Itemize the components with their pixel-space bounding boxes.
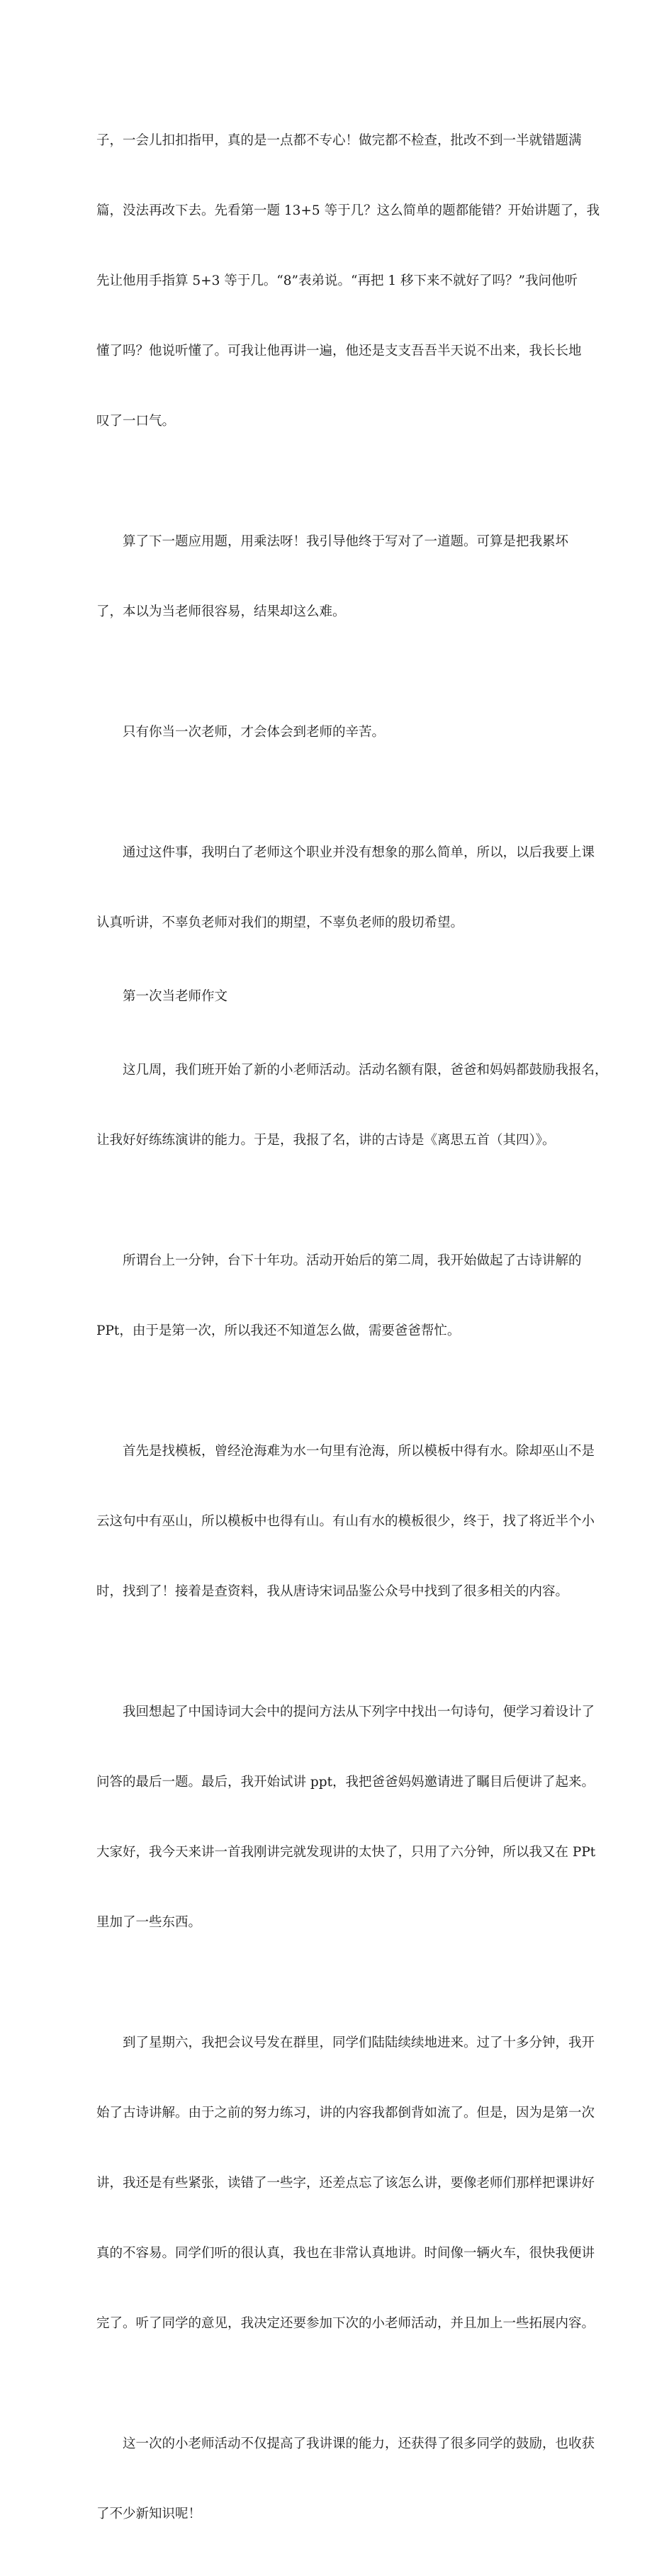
- text-line: 叹了一口气。: [96, 414, 176, 429]
- text-line: 只有你当一次老师，才会体会到老师的辛苦。: [123, 725, 386, 740]
- text-line: 这几周，我们班开始了新的小老师活动。活动名额有限，爸爸和妈妈都鼓励我报名，: [123, 1063, 608, 1078]
- text-line: 这一次的小老师活动不仅提高了我讲课的能力，还获得了很多同学的鼓励，也收获: [123, 2436, 595, 2451]
- paragraph: [96, 674, 564, 791]
- text-line: 问答的最后一题。最后，我开始试讲 ppt，我把爸爸妈妈邀请进了瞩目后便讲了起来。: [96, 1775, 595, 1790]
- text-line: 真的不容易。同学们听的很认真，我也在非常认真地讲。时间像一辆火车，很快我便讲: [96, 2246, 595, 2261]
- paragraph: [96, 483, 569, 670]
- paragraph: [96, 2385, 595, 2572]
- paragraph: [96, 1202, 582, 1389]
- text-line: 了，本以为当老师很容易，结果却这么难。: [96, 604, 346, 619]
- text-line: 了不少新知识呢！: [96, 2507, 202, 2521]
- text-line: 里加了一些东西。: [96, 1915, 202, 1930]
- text-line: 完了。听了同学的意见，我决定还要参加下次的小老师活动，并且加上一些拓展内容。: [96, 2316, 595, 2331]
- text-line: 先让他用手指算 5+3 等于几。“8”表弟说。“再把 1 移下来不就好了吗？”我问他听: [96, 273, 578, 288]
- text-line: 篇，没法再改下去。先看第一题 13+5 等于几？这么简单的题都能错？开始讲题了，我: [96, 203, 600, 218]
- essay-title: 第一次当老师作文: [123, 989, 228, 1004]
- text-line: 始了古诗讲解。由于之前的努力练习，讲的内容我都倒背如流了。但是，因为是第一次: [96, 2106, 595, 2120]
- text-line: 子，一会儿扣扣指甲，真的是一点都不专心！做完都不检查，批改不到一半就错题满: [96, 133, 582, 148]
- essay-body: [96, 82, 608, 2576]
- text-line: 让我好好练练演讲的能力。于是，我报了名，讲的古诗是《离思五首（其四）》。: [96, 1133, 556, 1148]
- paragraph: [96, 1654, 596, 1981]
- text-line: 我回想起了中国诗词大会中的提问方法从下列字中找出一句诗句，便学习着设计了: [123, 1705, 595, 1719]
- text-line: 首先是找模板，曾经沧海难为水一句里有沧海，所以模板中得有水。除却巫山不是: [123, 1444, 595, 1459]
- text-line: 云这句中有巫山，所以模板中也得有山。有山有水的模板很少，终于，找了将近半个小: [96, 1514, 595, 1529]
- text-line: 时，找到了！接着是查资料，我从唐诗宋词品鉴公众号中找到了很多相关的内容。: [96, 1584, 569, 1599]
- text-line: 到了星期六，我把会议号发在群里，同学们陆陆续续地进来。过了十多分钟，我开: [123, 2035, 595, 2050]
- text-line: 通过这件事，我明白了老师这个职业并没有想象的那么简单，所以，以后我要上课: [123, 845, 595, 860]
- text-line: 讲，我还是有些紧张，读错了一些字，还差点忘了该怎么讲，要像老师们那样把课讲好: [96, 2176, 595, 2191]
- text-line: PPt，由于是第一次，所以我还不知道怎么做，需要爸爸帮忙。: [96, 1323, 461, 1338]
- paragraph: [96, 794, 595, 981]
- text-line: 大家好，我今天来讲一首我刚讲完就发现讲的太快了，只用了六分钟，所以我又在 PPt: [96, 1845, 596, 1860]
- text-line: 所谓台上一分钟，台下十年功。活动开始后的第二周，我开始做起了古诗讲解的: [123, 1253, 582, 1268]
- text-line: 懂了吗？他说听懂了。可我让他再讲一遍，他还是支支吾吾半天说不出来，我长长地: [96, 344, 582, 358]
- paragraph-continuation: [96, 82, 600, 480]
- paragraph: [96, 1984, 595, 2382]
- paragraph: [96, 1012, 608, 1199]
- text-line: 认真听讲，不辜负老师对我们的期望，不辜负老师的殷切希望。: [96, 915, 464, 930]
- text-line: 算了下一题应用题，用乘法呀！我引导他终于写对了一道题。可算是把我累坏: [123, 534, 569, 549]
- paragraph: [96, 1393, 595, 1650]
